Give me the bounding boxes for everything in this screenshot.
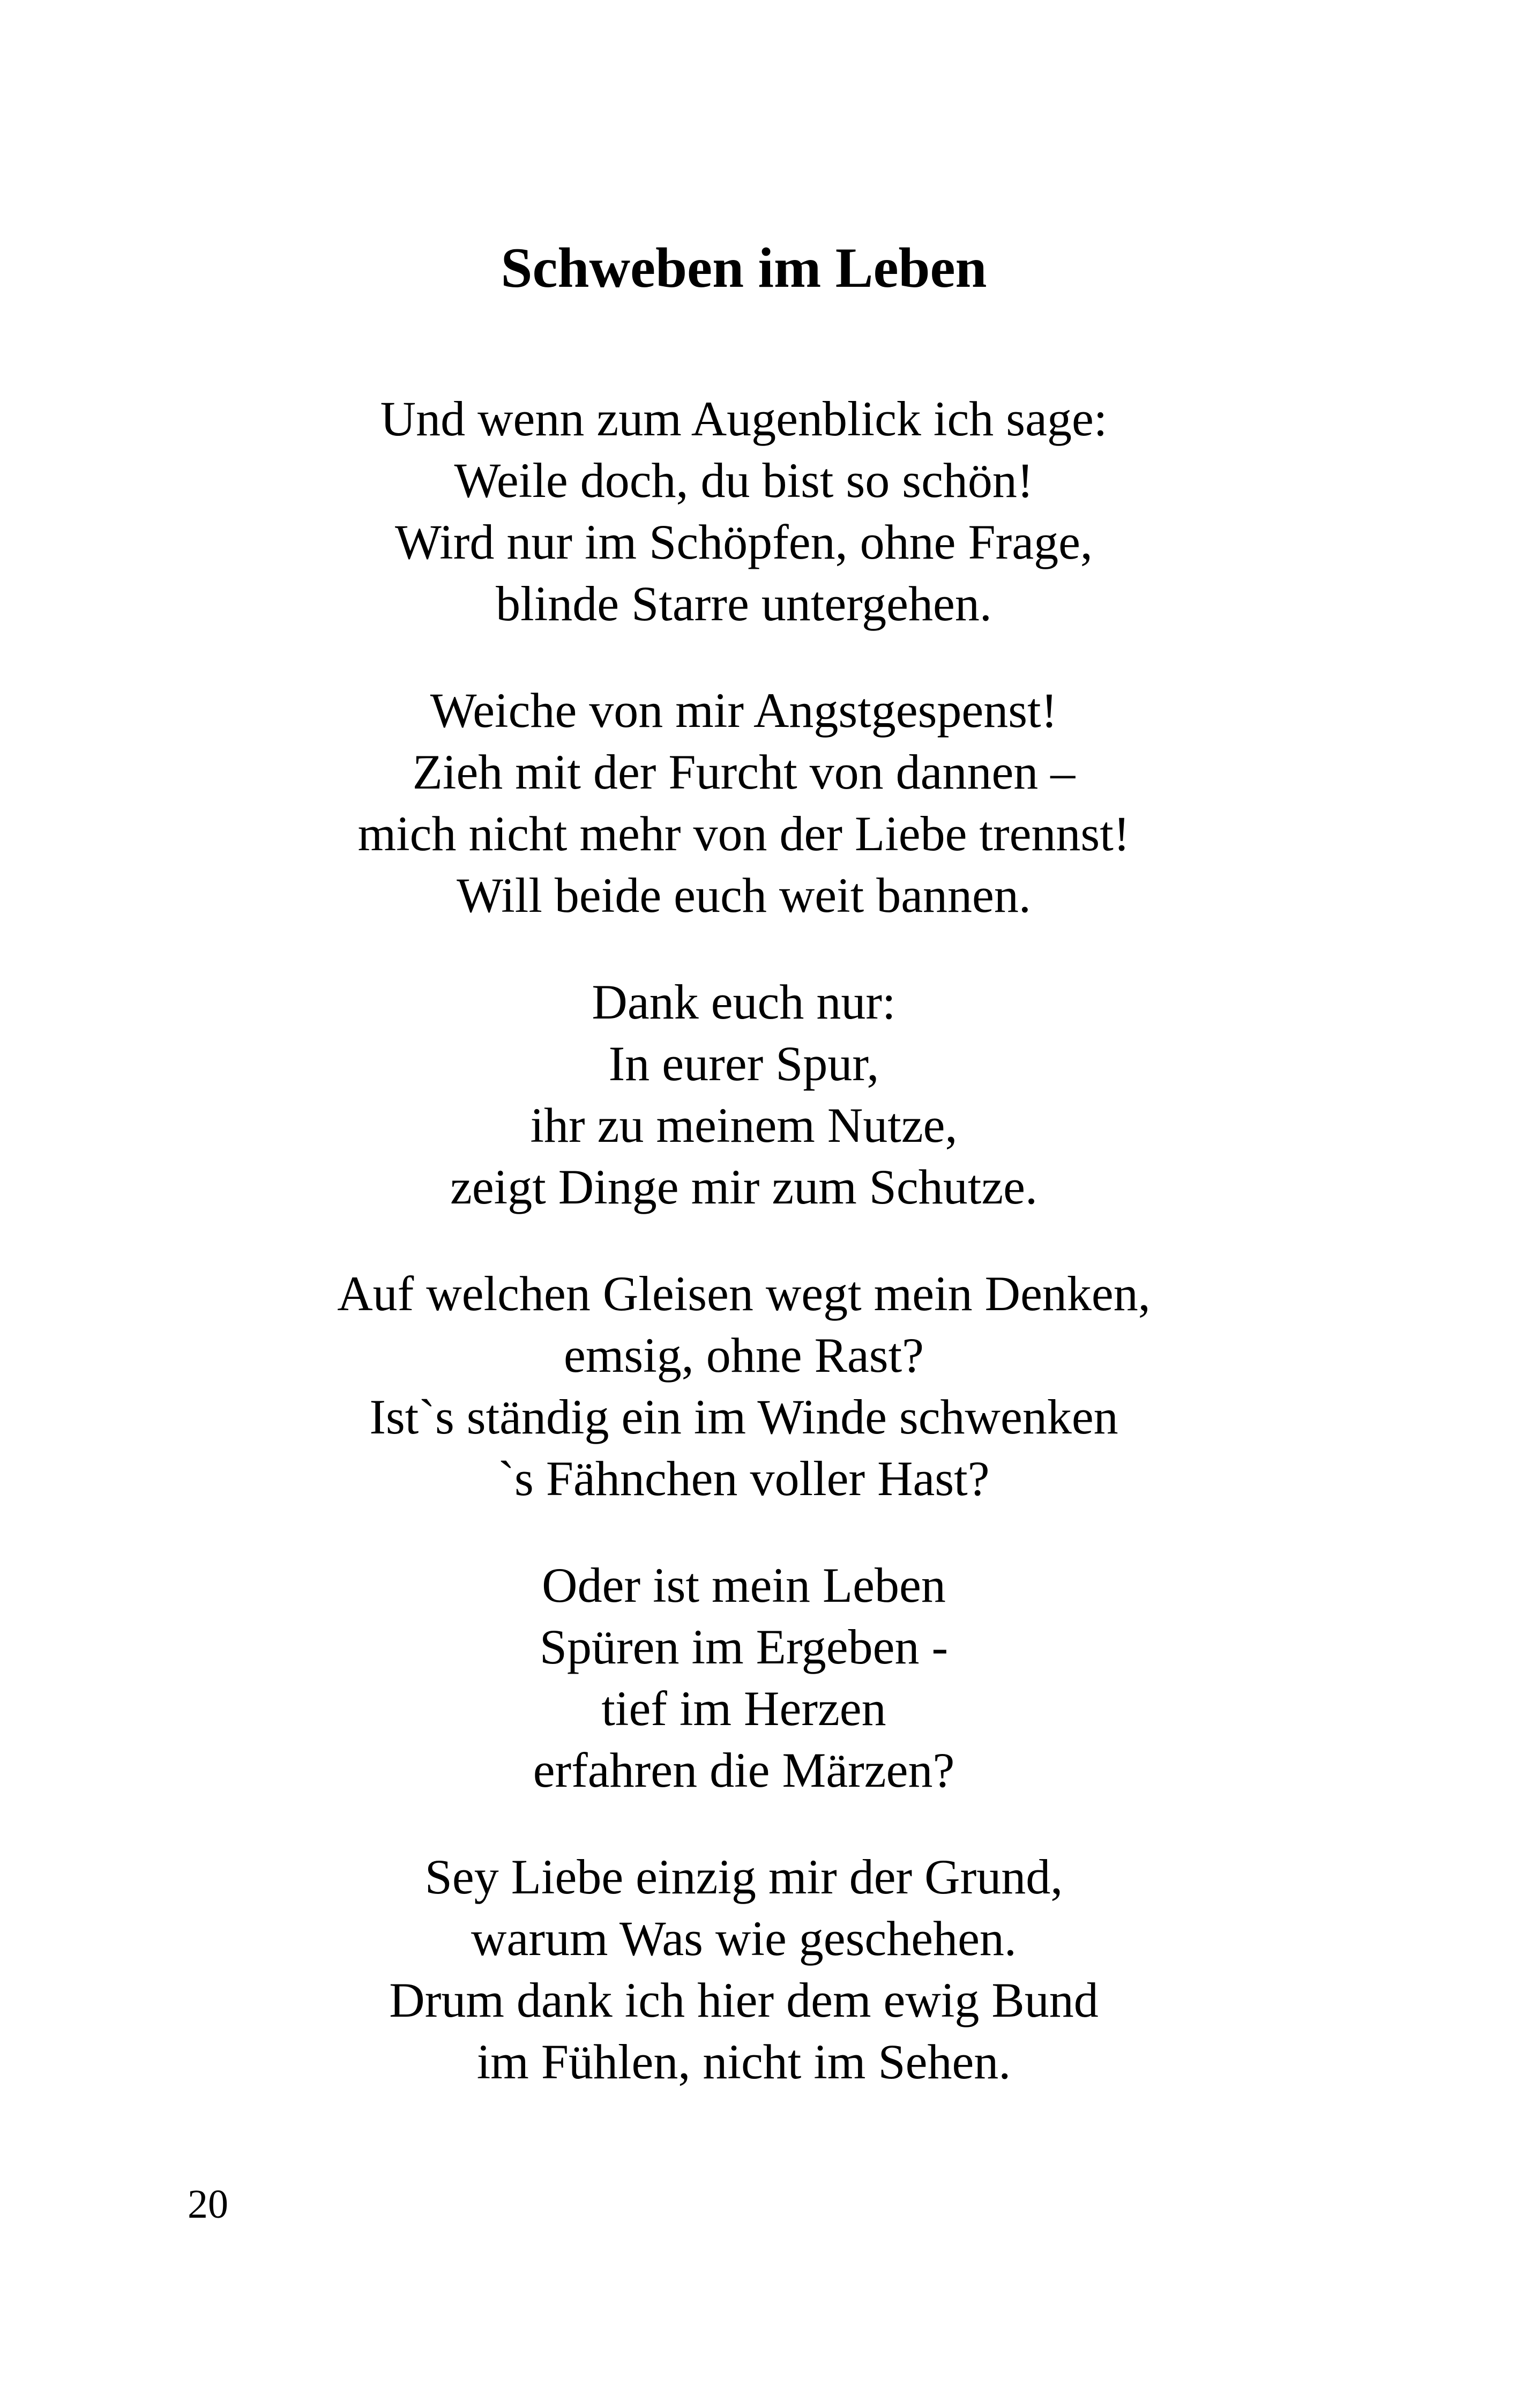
poem-line: Zieh mit der Furcht von dannen – [412,745,1076,799]
poem-line: Spüren im Ergeben - [539,1619,949,1674]
stanza-5 [0,1555,1488,1801]
poem-line: zeigt Dinge mir zum Schutze. [450,1160,1037,1214]
stanza-6 [0,1846,1488,2093]
poem-line: Will beide euch weit bannen. [457,868,1031,923]
poem-line: im Fühlen, nicht im Sehen. [476,2034,1011,2089]
poem-line: Weile doch, du bist so schön! [454,453,1034,508]
poem-line: erfahren die Märzen? [533,1743,955,1797]
poem-line: Dank euch nur: [592,975,896,1029]
poem-line: ihr zu meinem Nutze, [530,1098,958,1153]
stanza-4 [0,1263,1488,1510]
poem-line: Oder ist mein Leben [542,1558,946,1612]
page-number: 20 [188,2182,228,2227]
poem-body [0,388,1488,2138]
poem-line: Weiche von mir Angstgespenst! [430,683,1058,738]
stanza-3 [0,971,1488,1218]
poem-line: emsig, ohne Rast? [564,1328,924,1383]
poem-line: Ist`s ständig ein im Winde schwenken [369,1389,1118,1444]
poem-line: Wird nur im Schöpfen, ohne Frage, [395,515,1093,569]
poem-line: mich nicht mehr von der Liebe trennst! [357,806,1130,861]
poem-line: tief im Herzen [601,1681,886,1736]
poem-line: Sey Liebe einzig mir der Grund, [424,1849,1063,1904]
poem-line: Auf welchen Gleisen wegt mein Denken, [337,1266,1151,1321]
poem-line: In eurer Spur, [608,1036,879,1091]
poem-line: Drum dank ich hier dem ewig Bund [389,1973,1099,2027]
poem-line: warum Was wie geschehen. [471,1911,1017,1966]
poem-title: Schweben im Leben [501,236,987,299]
poem-line: blinde Starre untergehen. [496,576,992,631]
stanza-1 [0,388,1488,635]
poem-line: `s Fähnchen voller Hast? [498,1451,990,1506]
poem-line: Und wenn zum Augenblick ich sage: [380,391,1108,446]
stanza-2 [0,680,1488,926]
